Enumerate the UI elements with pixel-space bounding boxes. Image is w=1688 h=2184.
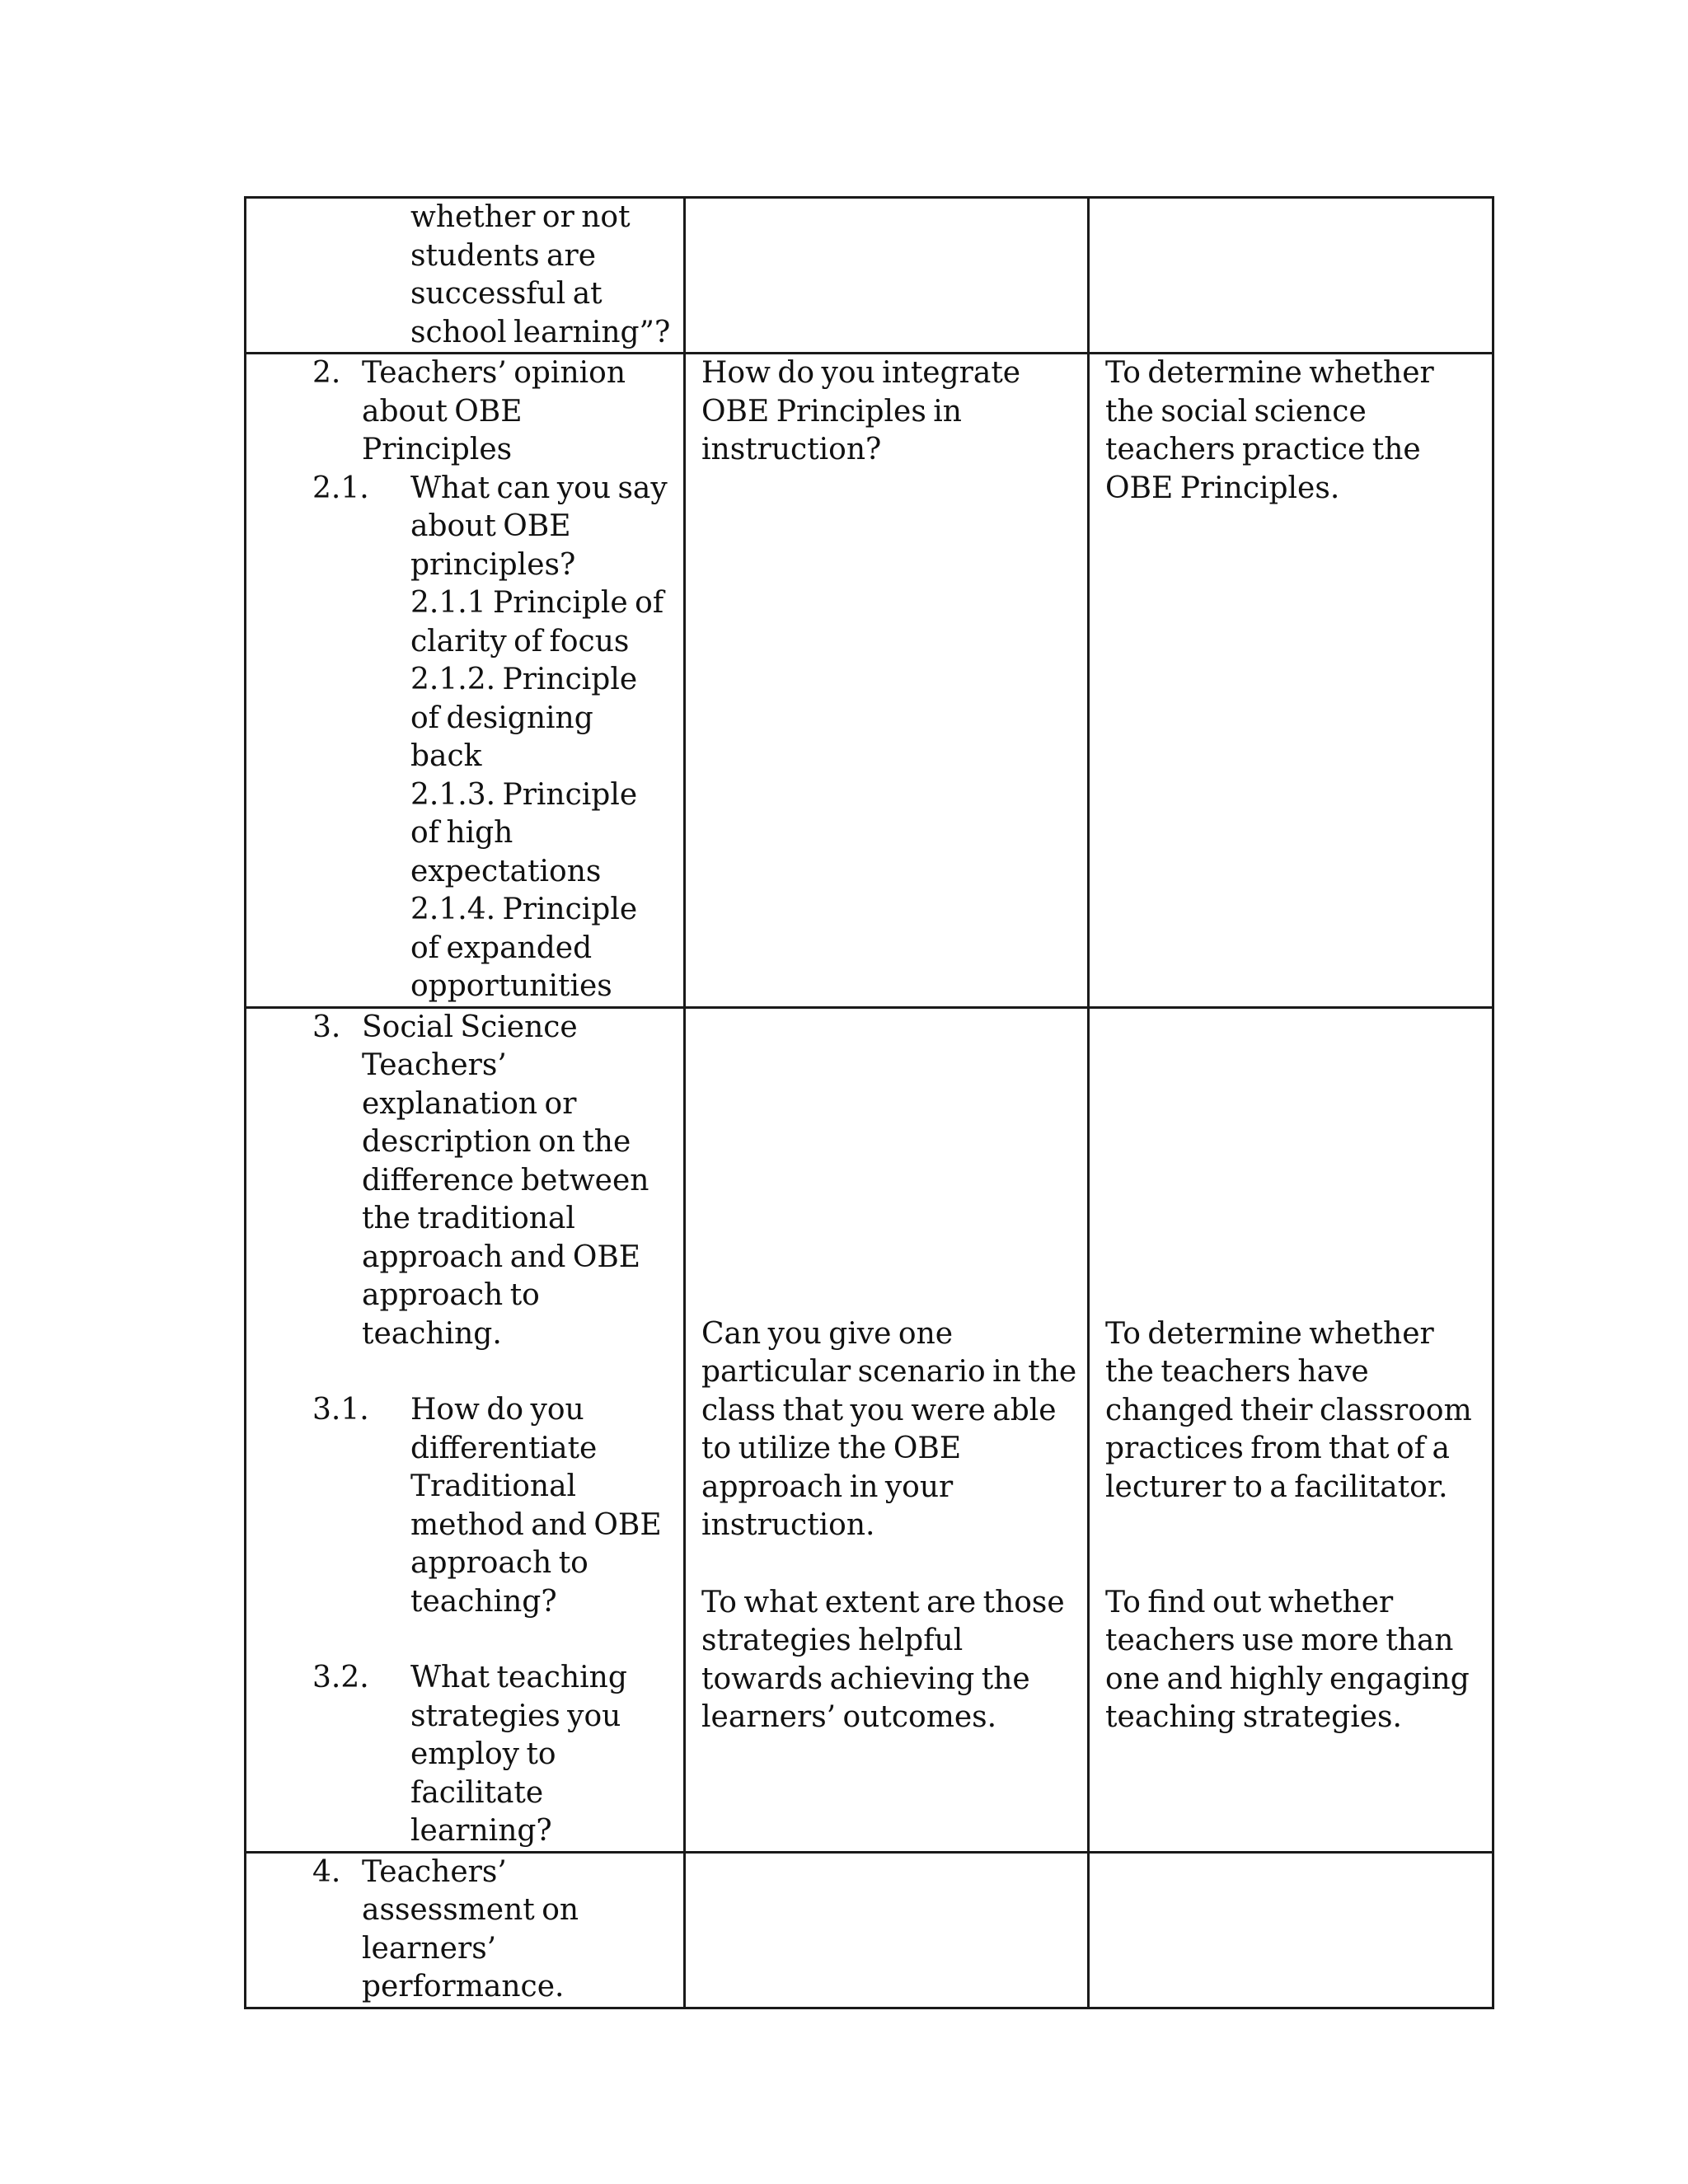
list-item xyxy=(246,1659,671,1851)
table-cell xyxy=(685,198,1089,354)
item-number: 3.2. xyxy=(312,1661,369,1694)
item-number: 3. xyxy=(312,1010,341,1044)
item-text: What can you say about OBE principles? xyxy=(410,471,668,582)
item-heading: Social Science Teachers’ explanation or description on the difference between the traditional approach and OBE approach to teaching. xyxy=(362,1010,649,1351)
table-cell xyxy=(246,198,685,354)
table-cell xyxy=(1089,1007,1493,1852)
table-cell xyxy=(246,354,685,1008)
table-cell xyxy=(246,1852,685,2008)
item-heading: Teachers’ assessment on learners’ performance. xyxy=(362,1854,579,2004)
item-number: 3.1. xyxy=(312,1393,369,1427)
list-item xyxy=(246,470,671,585)
table-cell xyxy=(246,1007,685,1852)
list-item xyxy=(246,1391,671,1621)
table-cell xyxy=(685,1852,1089,2008)
list-item xyxy=(246,1009,671,1354)
list-item xyxy=(246,1854,671,2007)
table-cell xyxy=(1089,198,1493,354)
table-row xyxy=(246,354,1493,1008)
principle-text: 2.1.1 Principle of clarity of focus xyxy=(410,586,664,658)
cell-text: To determine whether the social science teachers practice the OBE Principles. xyxy=(1105,356,1434,505)
item-number: 2.1. xyxy=(312,471,369,505)
principle-text: 2.1.4. Principle of expanded opportunities xyxy=(410,893,638,1003)
list-item xyxy=(246,354,671,470)
principle-item xyxy=(246,584,671,661)
cell-text: To find out whether teachers use more than one and highly engaging teaching strategies. xyxy=(1105,1585,1470,1734)
cell-text: How do you integrate OBE Principles in instruction? xyxy=(701,356,1021,466)
item-number: 4. xyxy=(312,1854,341,1889)
table-row xyxy=(246,1852,1493,2008)
table-cell xyxy=(1089,354,1493,1008)
table-row xyxy=(246,1007,1493,1852)
table-cell xyxy=(685,1007,1089,1852)
cell-text: To determine whether the teachers have changed their classroom practices from that of a lecturer to a facilitator. xyxy=(1105,1316,1472,1504)
principle-text: 2.1.2. Principle of designing back xyxy=(410,663,638,773)
continuation-text: whether or not students are successful at school learning”? xyxy=(410,200,671,349)
principle-item xyxy=(246,776,671,892)
table-cell xyxy=(685,354,1089,1008)
cell-text: Can you give one particular scenario in the class that you were able to utilize the OBE approach in your instruction. xyxy=(701,1316,1077,1542)
table-row xyxy=(246,198,1493,354)
item-number: 2. xyxy=(312,356,341,390)
item-text: How do you differentiate Traditional method and OBE approach to teaching? xyxy=(410,1393,662,1619)
table-cell xyxy=(1089,1852,1493,2008)
principle-item xyxy=(246,661,671,776)
principle-item xyxy=(246,891,671,1006)
item-heading: Teachers’ opinion about OBE Principles xyxy=(362,356,626,466)
questions-table xyxy=(244,196,1494,2009)
item-text: What teaching strategies you employ to facilitate learning? xyxy=(410,1661,627,1848)
principle-text: 2.1.3. Principle of high expectations xyxy=(410,777,638,888)
cell-text: To what extent are those strategies helpful towards achieving the learners’ outcomes. xyxy=(701,1585,1065,1734)
